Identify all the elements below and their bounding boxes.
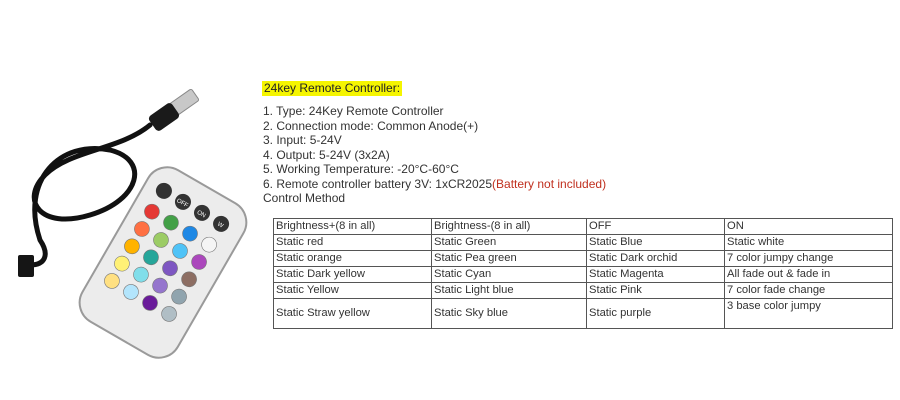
connector <box>18 255 34 277</box>
table-cell: ON <box>725 219 893 235</box>
remote-button-label: W <box>216 221 225 230</box>
table-cell: All fade out & fade in <box>725 267 893 283</box>
spec-item-input: 3. Input: 5-24V <box>263 133 342 147</box>
table-cell: Static Dark orchid <box>587 251 725 267</box>
battery-note: (Battery not included) <box>492 176 607 191</box>
table-cell: Static Cyan <box>432 267 587 283</box>
spec-item-type: 1. Type: 24Key Remote Controller <box>263 104 444 118</box>
table-cell: OFF <box>587 219 725 235</box>
table-cell: Static Magenta <box>587 267 725 283</box>
table-row <box>274 283 893 299</box>
section-heading: 24key Remote Controller: <box>264 81 401 95</box>
table-cell: Static Blue <box>587 235 725 251</box>
table-cell: Static white <box>725 235 893 251</box>
table-cell: Static Straw yellow <box>274 299 432 329</box>
spec-item-output: 4. Output: 5-24V (3x2A) <box>263 147 390 162</box>
table-row <box>274 251 893 267</box>
table-cell: Static Yellow <box>274 283 432 299</box>
table-cell: Static red <box>274 235 432 251</box>
table-cell: 7 color fade change <box>725 283 893 299</box>
table-cell: Static Sky blue <box>432 299 587 329</box>
table-cell: Static Pink <box>587 283 725 299</box>
spec-item-connection: 2. Connection mode: Common Anode(+) <box>263 118 479 133</box>
table-cell: Brightness-(8 in all) <box>432 219 587 235</box>
spec-item-temperature: 5. Working Temperature: -20°C-60°C <box>263 162 459 176</box>
table-row <box>274 267 893 283</box>
table-cell: Static Green <box>432 235 587 251</box>
table-cell: Static Light blue <box>432 283 587 299</box>
table-cell: 7 color jumpy change <box>725 251 893 267</box>
usb-plug-icon <box>147 89 199 133</box>
spec-list <box>263 104 606 206</box>
table-cell: Static Dark yellow <box>274 267 432 283</box>
table-cell: Static purple <box>587 299 725 329</box>
spec-item-battery: 6. Remote controller battery 3V: 1xCR2025(Battery not included) <box>263 176 607 191</box>
table-cell: Brightness+(8 in all) <box>274 219 432 235</box>
product-photo <box>0 0 260 400</box>
table-cell: 3 base color jumpy <box>725 299 893 329</box>
table-cell: Static orange <box>274 251 432 267</box>
control-method-table <box>273 218 893 329</box>
remote-button-label: ON <box>195 209 207 220</box>
remote-button-label: OFF <box>175 198 189 210</box>
table-row <box>274 299 893 329</box>
table-cell: Static Pea green <box>432 251 587 267</box>
table-row <box>274 235 893 251</box>
control-method-label: Control Method <box>263 191 346 205</box>
remote-control <box>72 159 255 366</box>
table-row <box>274 219 893 235</box>
